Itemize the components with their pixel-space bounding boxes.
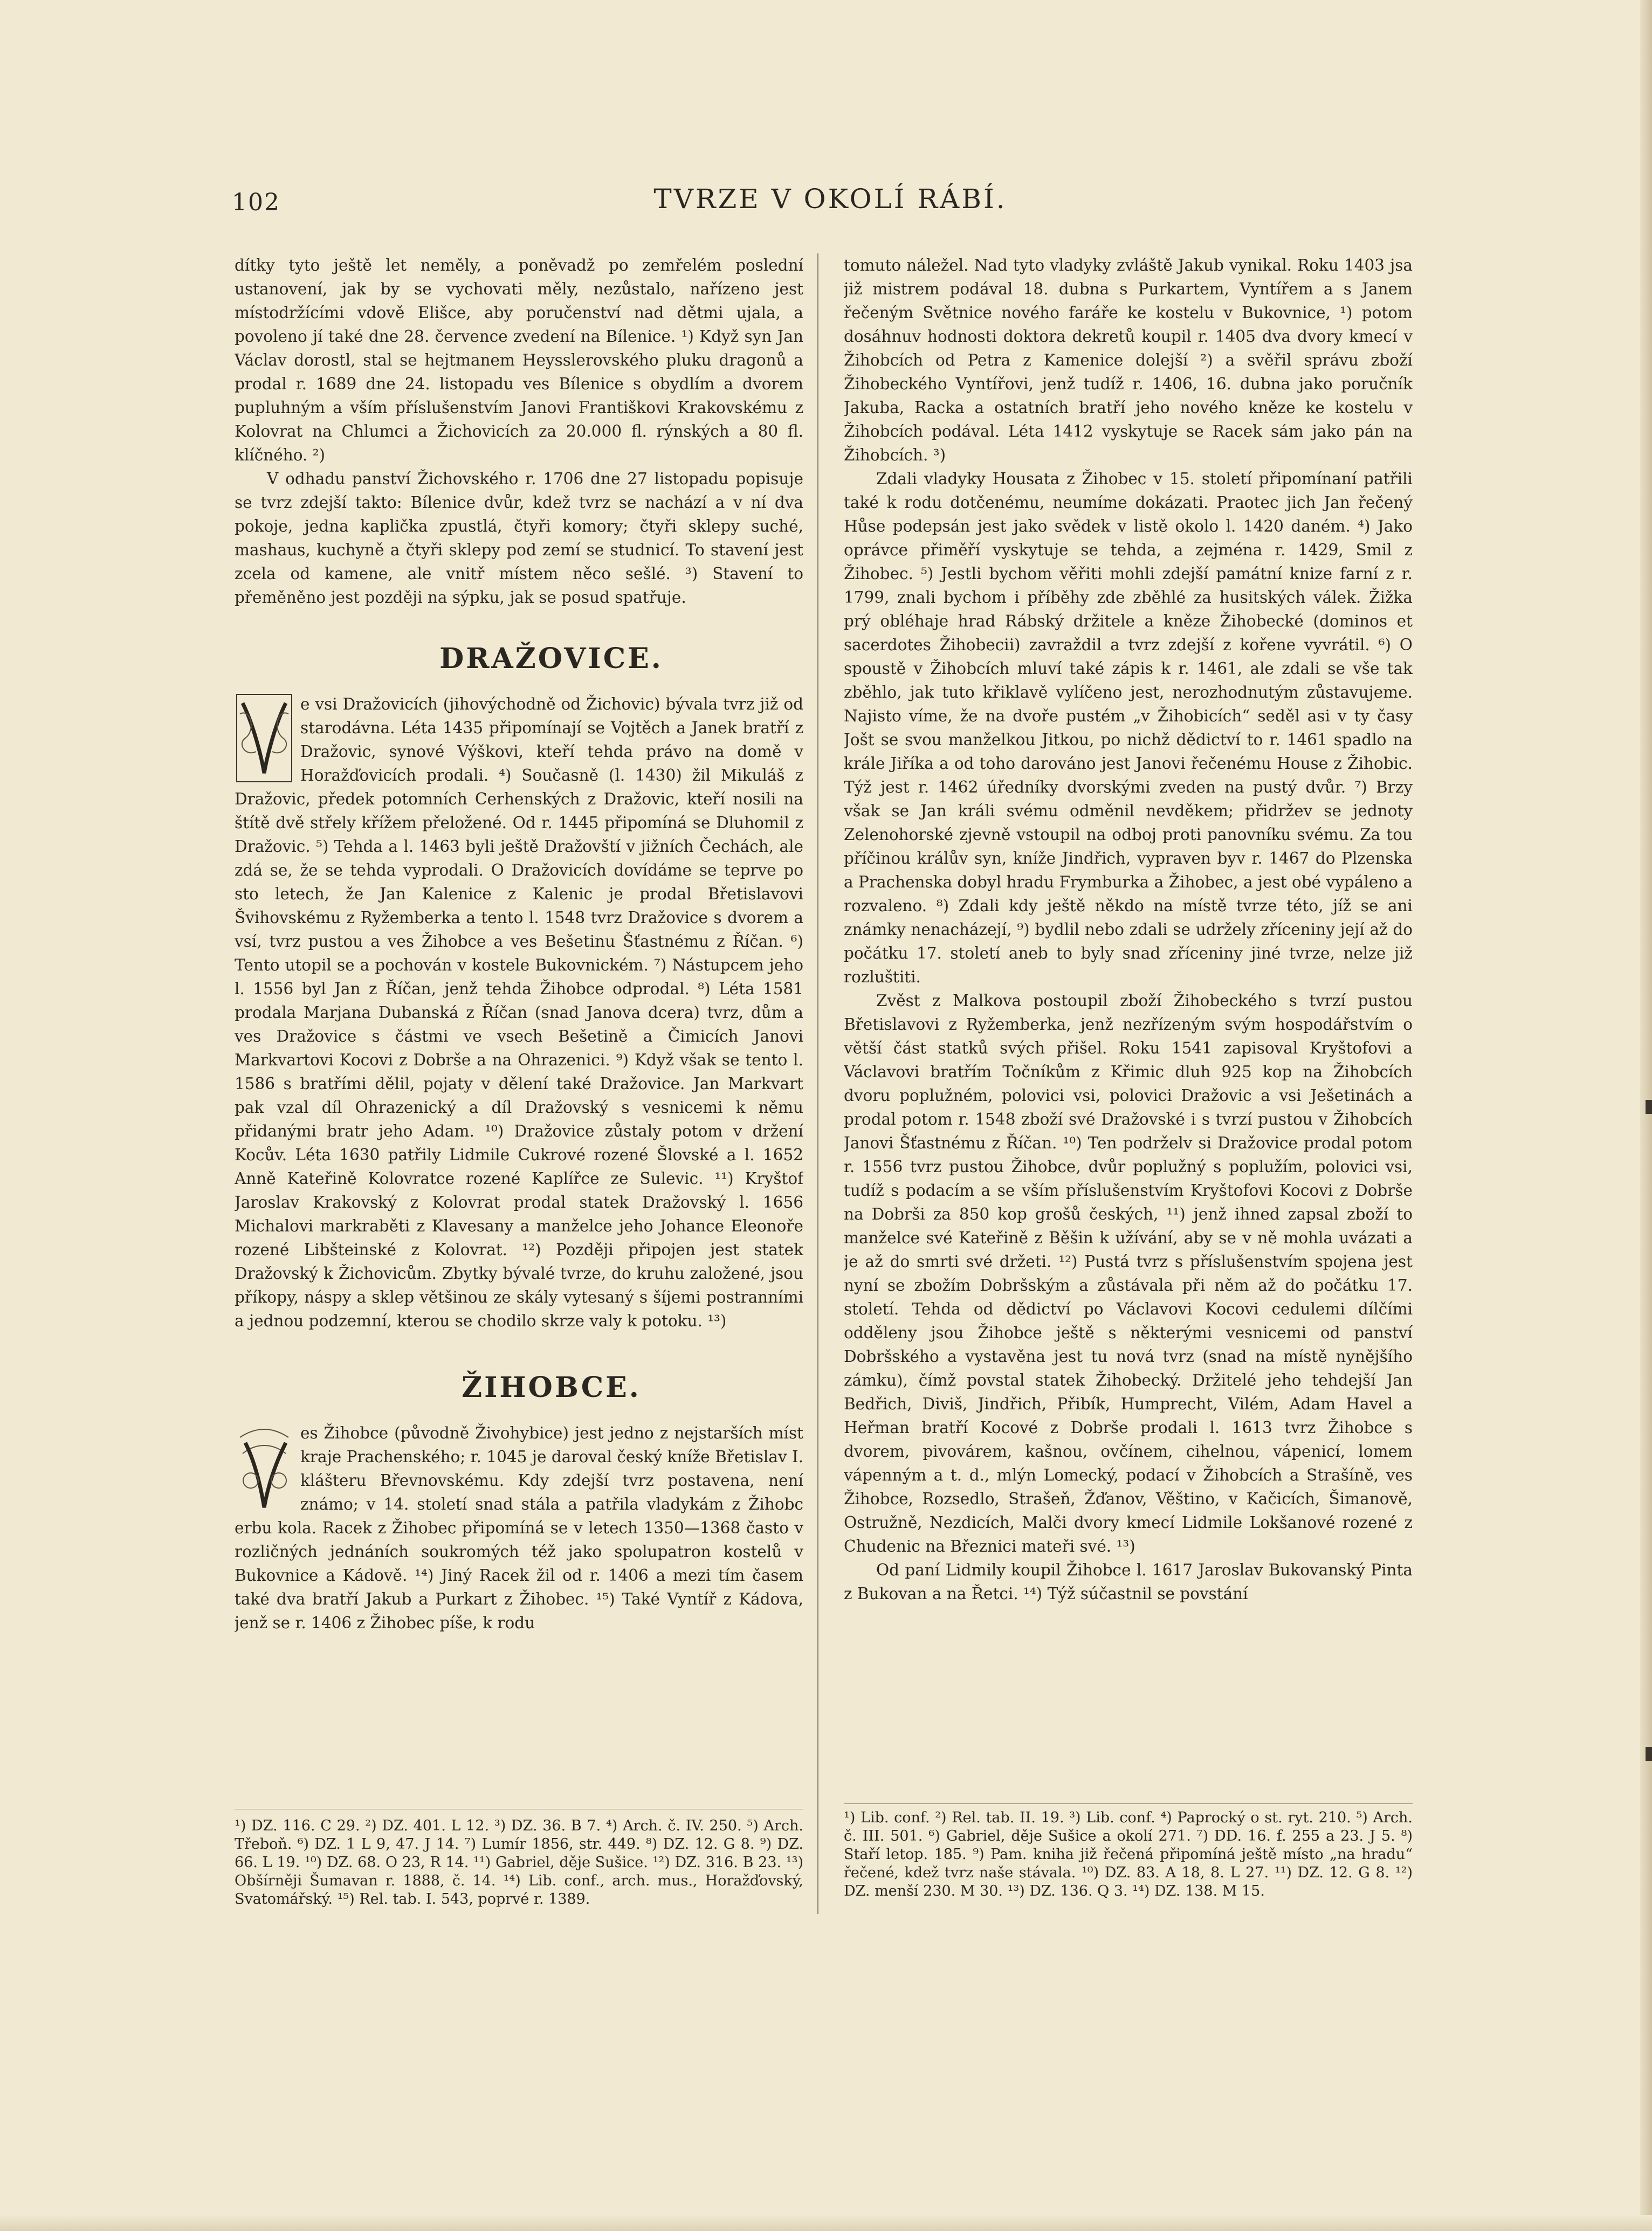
paragraph: V odhadu panství Žichovského r. 1706 dne 27 listopadu popisuje se tvrz zdejší takto: Bílenice dvůr, kdež tvrz se nachází a v ní dva pokoje, jedna kaplička zpustlá, čtyři komory; čtyři sklepy suché, mashaus, kuchyně a čtyři sklepy pod zemí se studnicí. To stavení jest zcela od kamene, ale vnitř místem něco sešlé. ³) Stavení to přeměněno jest později na sýpku, jak se posud spatřuje.: [235, 470, 803, 607]
initial-letter: V: [250, 714, 278, 758]
running-title: TVRZE V OKOLÍ RÁBÍ.: [653, 183, 1007, 215]
scan-shadow: [0, 2215, 1652, 2231]
margin-mark: [1646, 1100, 1652, 1114]
section-title-drazovice: DRAŽOVICE.: [439, 642, 663, 675]
ornament-icon: [235, 692, 294, 784]
right-column: [844, 253, 1413, 1806]
footnotes-left: ¹) DZ. 116. C 29. ²) DZ. 401. L 12. ³) DZ. 36. B 7. ⁴) Arch. č. IV. 250. ⁵) Arch. Třeboň. ⁶) DZ. 1 L 9, 47. J 14. ⁷) Lumír 1856, str. 449. ⁸) DZ. 12. G 8. ⁹) DZ. 66. L 19. ¹⁰) DZ. 68. O 23, R 14. ¹¹) Gabriel, děje Sušice. ¹²) DZ. 316. B 23. ¹³) Obšírněji Šumavan r. 1888, č. 14. ¹⁴) Lib. conf., arch. mus., Horažďovský, Svatomářský. ¹⁵) Rel. tab. I. 543, poprvé r. 1389.: [235, 1817, 803, 1908]
section-text: es Žihobce (původně Živohybice) jest jedno z nejstarších míst kraje Prachenského; r. 1045 je daroval český kníže Břetislav I. klášteru Břevnovskému. Kdy zdejší tvrz postavena, není známo; v 14. století snad stála a patřila vladykám z Žihobc erbu kola. Racek z Žihobec připomíná se v letech 1350—1368 často v rozličných jednáních soukromých též jako spolupatron kostelů v Bukovnice a Kádově. ¹⁴) Jiný Racek žil od r. 1406 a mezi tím časem také dva bratří Jakub a Purkart z Žihobec. ¹⁵) Také Vyntíř z Kádova, jenž se r. 1406 z Žihobec píše, k rodu: [235, 1424, 803, 1632]
section-paragraph-drazovice: [235, 692, 803, 1333]
column-divider: [817, 253, 818, 1914]
paragraph: Zvěst z Malkova postoupil zboží Žihobeckého s tvrzí pustou Břetislavovi z Ryžemberka, jenž nezřízeným svým hospodářstvím o větší část statků svých přišel. Roku 1541 zapisoval Kryštofovi a Václavovi bratřím Točníkům z Křimic dluh 925 kop na Žihobcích dvoru poplužném, polovici vsi, polovici Dražovic a vsi Ješetinách a prodal potom r. 1548 zboží své Dražovské i s tvrzí pustou v Žihobcích Janovi Šťastnému z Říčan. ¹⁰) Ten podrželv si Dražovice prodal potom r. 1556 tvrz pustou Žihobce, dvůr poplužný s poplužím, polovici vsi, tudíž s podacím a se vším příslušenstvím Kryštofovi Kocovi z Dobrše na Dobrši za 850 kop grošů českých, ¹¹) jenž ihned zapsal zboží to manželce své Kateřině z Běšin k užívání, aby se v ně mohla uvázati a je až do smrti své držeti. ¹²) Pustá tvrz s příslušenstvím spojena jest nyní se zbožím Dobršským a zůstávala při něm až do počátku 17. století. Tehda od dědictví po Václavovi Kocovi cedulemi dílčími odděleny jsou Žihobce ještě s některými vesnicemi od panství Dobršského a vystavěna jest tu nová tvrz (snad na místě nynějšího zámku), čímž povstal statek Žihobecký. Držitelé jeho tehdejší Jan Bedřich, Diviš, Jindřich, Přibík, Humprecht, Vilém, Adam Havel a Heřman bratří Kocové z Dobrše prodali l. 1613 tvrz Žihobce s dvorem, pivovárem, kašnou, ovčínem, cihelnou, vápenicí, lomem vápenným a t. d., mlýn Lomecký, podací v Žihobcích a Strašíně, ves Žihobce, Rozsedlo, Strašeň, Žďanov, Věštino, v Kačicích, Šimanově, Ostružně, Nezdicích, Malči dvory kmecí Lidmile Lokšanové rozené z Chudenic na Březnici mateři své. ¹³): [844, 991, 1413, 1555]
paragraph: Od paní Lidmily koupil Žihobce l. 1617 Jaroslav Bukovanský Pinta z Bukovan a na Řetci. ¹⁴) Týž súčastnil se povstání: [844, 1561, 1413, 1603]
footnotes-right: ¹) Lib. conf. ²) Rel. tab. II. 19. ³) Lib. conf. ⁴) Paprocký o st. ryt. 210. ⁵) Arch. č. III. 501. ⁶) Gabriel, děje Sušice a okolí 271. ⁷) DD. 16. f. 255 a 23. J 5. ⁸) Staří letop. 185. ⁹) Pam. kniha již řečená připomíná ještě místo „na hradu“ řečené, kdež tvrz naše stávala. ¹⁰) DZ. 83. A 18, 8. L 27. ¹¹) DZ. 12. G 8. ¹²) DZ. menší 230. M 30. ¹³) DZ. 136. Q 3. ¹⁴) DZ. 138. M 15.: [844, 1809, 1413, 1899]
page-number: 102: [232, 189, 280, 216]
left-column: [235, 253, 803, 1936]
section-title-zihobce: ŽIHOBCE.: [462, 1371, 641, 1404]
section-paragraph-zihobce: [235, 1421, 803, 1635]
paragraph: dítky tyto ještě let neměly, a poněvadž po zemřelém poslední ustanovení, jak by se vychovati měly, nezůstalo, nařízeno jest místodržícími vdově Elišce, aby poručenství nad dětmi ujala, a povoleno jí také dne 28. července zvedení na Bílenice. ¹) Když syn Jan Václav dorostl, stal se hejtmanem Heysslerovského pluku dragonů a prodal r. 1689 dne 24. listopadu ves Bílenice s obydlím a dvorem pupluhným a vším příslušenstvím Janovi Františkovi Krakovskému z Kolovrat na Chlumci a Žichovicích za 20.000 fl. rýnských a 80 fl. klíčného. ²): [235, 256, 803, 464]
ornamental-initial: [235, 692, 294, 784]
section-text: e vsi Dražovicích (jihovýchodně od Žichovic) bývala tvrz již od starodávna. Léta 1435 připomínají se Vojtěch a Janek bratří z Dražovic, synové Výškovi, kteří tehda právo na domě v Horažďovicích prodali. ⁴) Současně (l. 1430) žil Mikuláš z Dražovic, předek potomních Cerhenských z Dražovic, kteří nosili na štítě dvě střely křížem přeložené. Od r. 1445 připomíná se Dluhomil z Dražovic. ⁵) Tehda a l. 1463 byli ještě Dražovští v jižních Čechách, ale zdá se, že se tehda vyprodali. O Dražovicích dovídáme se teprve po sto letech, že Jan Kalenice z Kalenic je prodal Břetislavovi Švihovskému z Ryžemberka a tento l. 1548 tvrz Dražovice s dvorem a vsí, tvrz pustou a ves Žihobce a ves Bešetinu Šťastnému z Říčan. ⁶) Tento utopil se a pochován v kostele Bukovnickém. ⁷) Nástupcem jeho l. 1556 byl Jan z Říčan, jenž tehda Žihobce odprodal. ⁸) Léta 1581 prodala Marjana Dubanská z Říčan (snad Janova dcera) tvrz, dům a ves Dražovice s částmi ve vsech Bešetině a Čimicích Janovi Markvartovi Kocovi z Dobrše a na Ohrazenici. ⁹) Když však se tento l. 1586 s bratřími dělil, pojaty v dělení také Dražovice. Jan Markvart pak vzal díl Ohrazenický a díl Dražovský s vesnicemi k němu přidanými bratr jeho Adam. ¹⁰) Dražovice zůstaly potom v držení Kocův. Léta 1630 patřily Lidmile Cukrové rozené Šlovské a l. 1652 Anně Kateřině Kolovratce rozené Kaplířce ze Sulevic. ¹¹) Kryštof Jaroslav Krakovský z Kolovrat prodal statek Dražovský l. 1656 Michalovi markraběti z Klavesany a manželce jeho Johance Eleonoře rozené Libšteinské z Kolovrat. ¹²) Později připojen jest statek Dražovský k Žichovicům. Zbytky bývalé tvrze, do kruhu založené, jsou příkopy, náspy a sklep většinou ze skály vytesaný s šíjemi postranními a jednou podzemní, kterou se chodilo skrze valy k potoku. ¹³): [235, 695, 803, 1330]
footnote-rule: [844, 1803, 1413, 1804]
ornamental-initial: [235, 1421, 294, 1513]
margin-mark: [1646, 1747, 1652, 1761]
paragraph: Zdali vladyky Housata z Žihobec v 15. století připomínaní patřili také k rodu dotčenému, neumíme dokázati. Praotec jich Jan řečený Hůse podepsán jest jako svědek v listě okolo l. 1420 daném. ⁴) Jako oprávce přiměří vyskytuje se tehda, a zejména r. 1429, Smil z Žihobec. ⁵) Jestli bychom věřiti mohli zdejší památní knize farní z r. 1799, znali bychom i příběhy zde zběhlé za husitských válek. Žižka prý obléhaje hrad Rábský držitele a kněze Žihobecké (dominos et sacerdotes Žihobecii) zavraždil a tvrz zdejší z kořene vyvrátil. ⁶) O spoustě v Žihobcích mluví také zápis k r. 1461, ale zdali se vše tak zběhlo, jak tuto křiklavě vylíčeno jest, nerozhodnutým zůstavujeme. Najisto víme, že na dvoře pustém „v Žihobicích“ seděl asi v ty časy Jošt se svou manželkou Jitkou, po nichž dědictví to r. 1461 spadlo na krále Jiříka a od toho darováno jest Janovi řečenému House z Žihobic. Týž jest r. 1462 úředníky dvorskými zveden na pustý dvůr. ⁷) Brzy však se Jan králi svému odměnil nevděkem; přidržev se jednoty Zelenohorské zjevně vstoupil na odboj proti panovníku svému. Za tou příčinou králův syn, kníže Jindřich, vypraven byv r. 1467 do Plzenska a Prachenska dobyl hradu Frymburka a Žihobec, a jest obé vypáleno a rozvaleno. ⁸) Zdali kdy ještě někdo na místě tvrze této, jíž se ani známky nenacházejí, ⁹) bydlil nebo zdali se udržely zříceniny její až do počátku 17. století aneb to byly snad zříceniny jiné tvrze, nelze již rozluštiti.: [844, 470, 1413, 986]
initial-letter: V: [250, 1443, 278, 1487]
paragraph: tomuto náležel. Nad tyto vladyky zvláště Jakub vynikal. Roku 1403 jsa již mistrem podával 18. dubna s Purkartem, Vyntířem a s Janem řečeným Světnice nového faráře ke kostelu v Bukovnice, ¹) potom dosáhnuv hodnosti doktora dekretů koupil r. 1405 dva dvory kmecí v Žihobcích od Petra z Kamenice dolejší ²) a svěřil správu zboží Žihobeckého Vyntířovi, jenž tudíž r. 1406, 16. dubna jako poručník Jakuba, Racka a ostatních bratří jeho nového kněze ke kostelu v Žihobcích podával. Léta 1412 vyskytuje se Racek sám jako pán na Žihobcích. ³): [844, 256, 1413, 464]
ornament-icon: [235, 1421, 294, 1513]
page-header: [232, 183, 1429, 226]
scan-edge: [1640, 0, 1652, 2231]
